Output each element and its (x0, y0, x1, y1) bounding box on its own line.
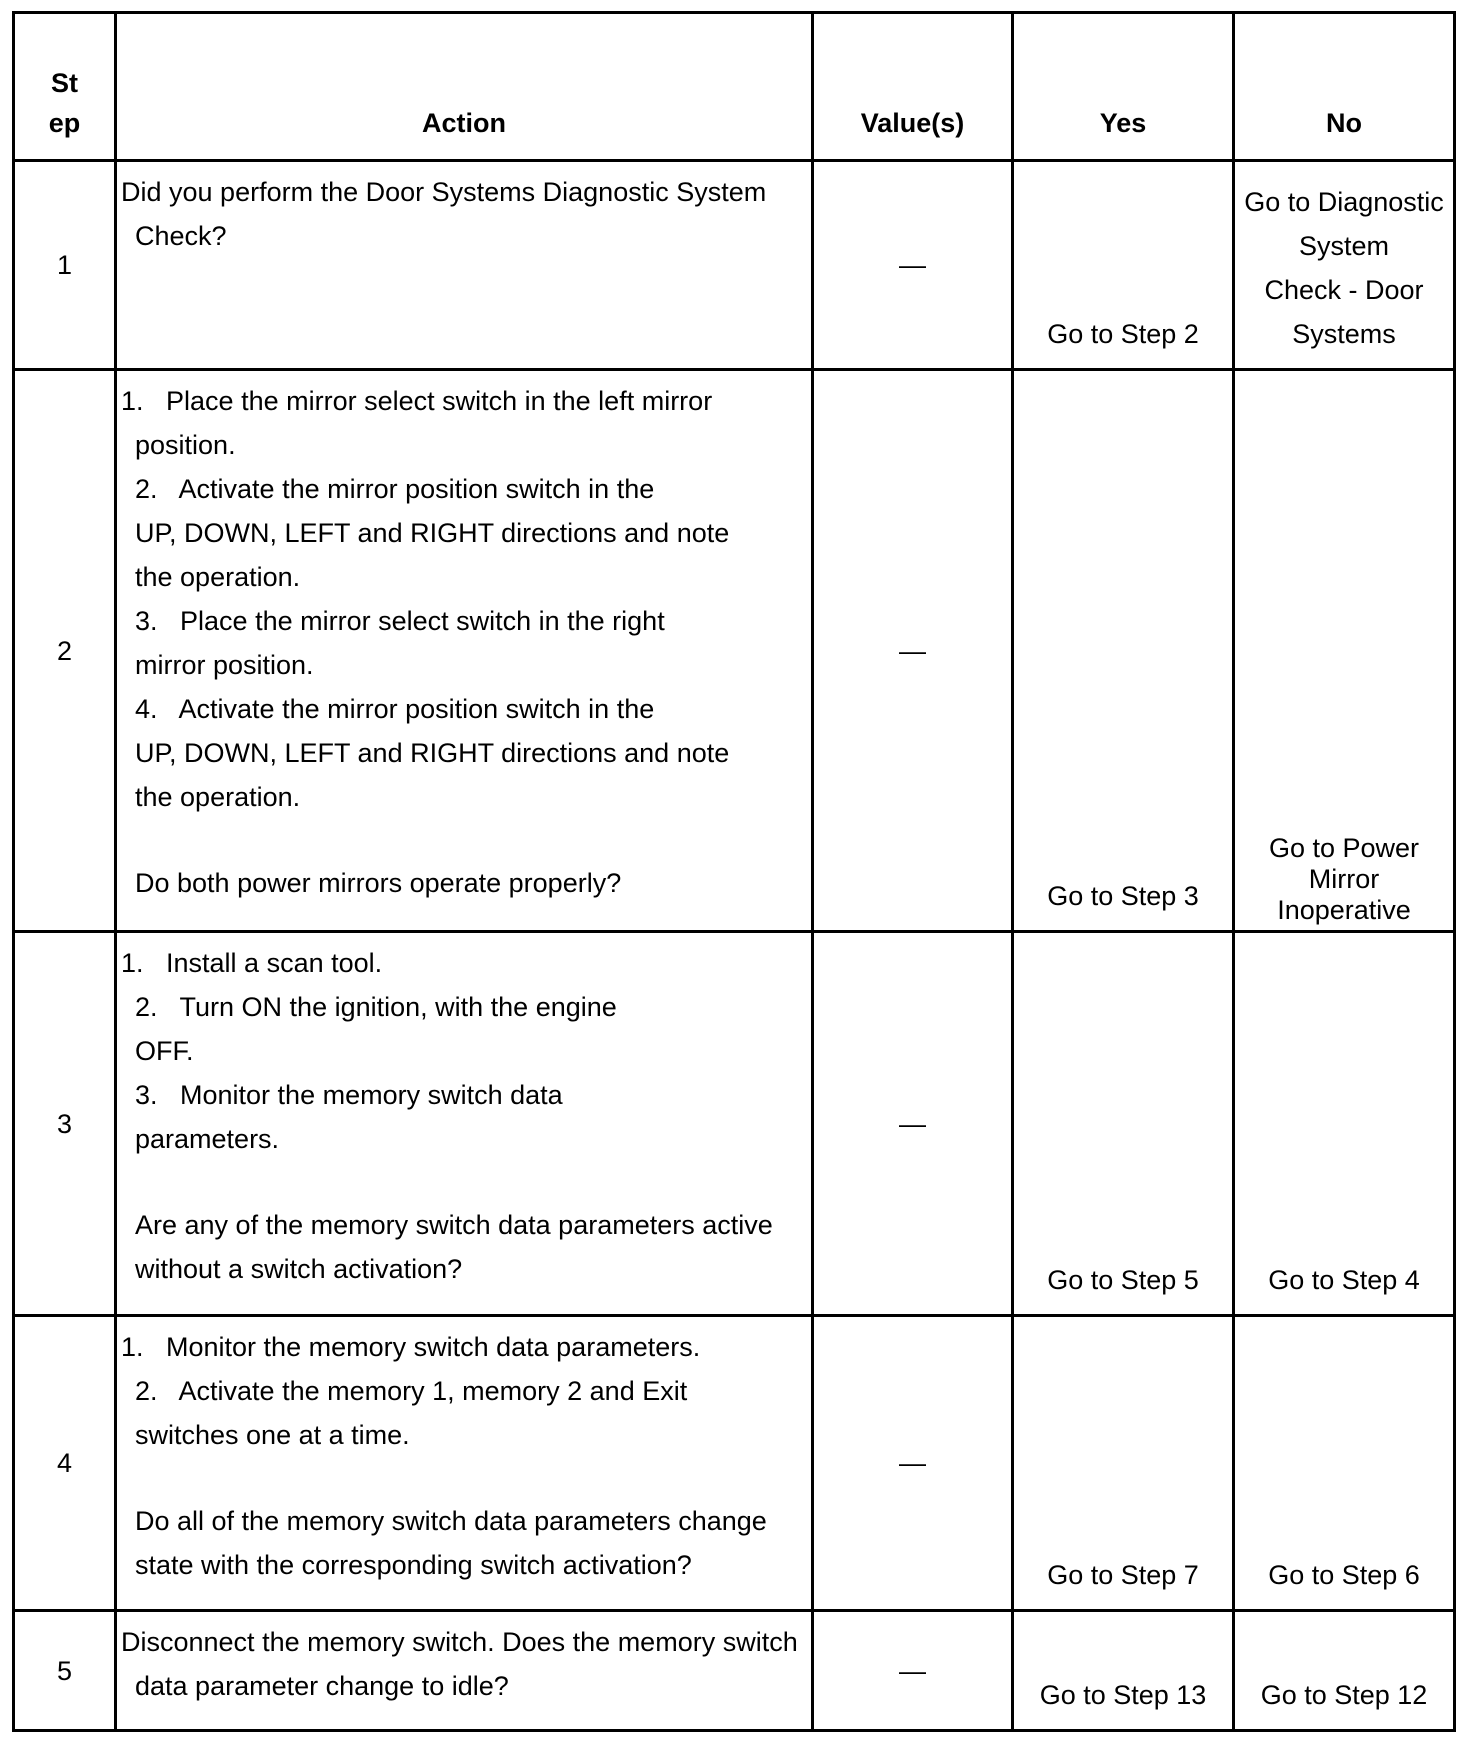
table-row (14, 932, 1455, 1316)
table-row (14, 161, 1455, 370)
no-line: Go to Diagnostic (1244, 187, 1444, 217)
question-line: without a switch activation? (135, 1254, 463, 1284)
action-line: 2. Activate the mirror position switch in the (135, 474, 655, 504)
value-cell: — (813, 161, 1013, 370)
no-line: Systems (1292, 319, 1396, 349)
question-line: Do both power mirrors operate properly? (135, 868, 622, 898)
header-step (14, 13, 116, 161)
no-cell: Go to Step 6 (1234, 1316, 1455, 1611)
diagnostic-table (12, 11, 1456, 1732)
action-line: 3. Monitor the memory switch data (135, 1080, 563, 1110)
value-cell: — (813, 1611, 1013, 1731)
no-line: System (1298, 231, 1390, 261)
yes-cell: Go to Step 2 (1013, 161, 1234, 370)
no-cell: Go to Step 4 (1234, 932, 1455, 1316)
step-number: 4 (14, 1316, 116, 1611)
header-row (14, 13, 1455, 161)
action-line: 1. Install a scan tool. (121, 948, 383, 978)
action-line: the operation. (135, 562, 301, 592)
action-line: Check? (135, 221, 227, 251)
no-line: Check - Door (1264, 275, 1424, 305)
action-cell (116, 370, 813, 932)
action-cell (116, 1316, 813, 1611)
action-line: 1. Monitor the memory switch data parameters. (121, 1332, 701, 1362)
yes-cell: Go to Step 3 (1013, 370, 1234, 932)
header-action: Action (116, 13, 813, 161)
action-line: switches one at a time. (135, 1420, 410, 1450)
action-line: mirror position. (135, 650, 314, 680)
action-line: OFF. (135, 1036, 194, 1066)
action-line: 2. Turn ON the ignition, with the engine (135, 992, 617, 1022)
question-line: Do all of the memory switch data parameters change (135, 1506, 767, 1536)
question-line: state with the corresponding switch activation? (135, 1550, 692, 1580)
table-row (14, 370, 1455, 932)
action-cell (116, 932, 813, 1316)
no-cell: Go to Step 12 (1234, 1611, 1455, 1731)
yes-cell: Go to Step 13 (1013, 1611, 1234, 1731)
step-number: 3 (14, 932, 116, 1316)
yes-cell: Go to Step 7 (1013, 1316, 1234, 1611)
action-line: 2. Activate the memory 1, memory 2 and Exit (135, 1376, 688, 1406)
action-line: position. (135, 430, 236, 460)
step-number: 1 (14, 161, 116, 370)
action-cell (116, 1611, 813, 1731)
action-line: 4. Activate the mirror position switch in the (135, 694, 655, 724)
header-yes: Yes (1013, 13, 1234, 161)
step-number: 2 (14, 370, 116, 932)
action-line: parameters. (135, 1124, 280, 1154)
no-line: Inoperative (1277, 895, 1411, 925)
value-cell: — (813, 1316, 1013, 1611)
action-cell (116, 161, 813, 370)
action-line: UP, DOWN, LEFT and RIGHT directions and note (135, 738, 730, 768)
header-no: No (1234, 13, 1455, 161)
value-cell: — (813, 370, 1013, 932)
action-line: 3. Place the mirror select switch in the right (135, 606, 665, 636)
table-row (14, 1316, 1455, 1611)
header-step-line1: St (51, 68, 78, 98)
no-line: Mirror (1308, 864, 1380, 894)
header-step-line2: ep (48, 108, 81, 138)
action-line: UP, DOWN, LEFT and RIGHT directions and note (135, 518, 730, 548)
action-line: Disconnect the memory switch. Does the memory switch (121, 1627, 798, 1657)
question-line: Are any of the memory switch data parameters active (135, 1210, 773, 1240)
action-line: the operation. (135, 782, 301, 812)
no-line: Go to Power (1268, 833, 1420, 863)
yes-cell: Go to Step 5 (1013, 932, 1234, 1316)
no-cell (1234, 370, 1455, 932)
no-cell (1234, 161, 1455, 370)
table-row (14, 1611, 1455, 1731)
value-cell: — (813, 932, 1013, 1316)
action-line: Did you perform the Door Systems Diagnostic System (121, 177, 767, 207)
header-values: Value(s) (813, 13, 1013, 161)
step-number: 5 (14, 1611, 116, 1731)
action-line: 1. Place the mirror select switch in the left mirror (121, 386, 713, 416)
action-line: data parameter change to idle? (135, 1671, 509, 1701)
